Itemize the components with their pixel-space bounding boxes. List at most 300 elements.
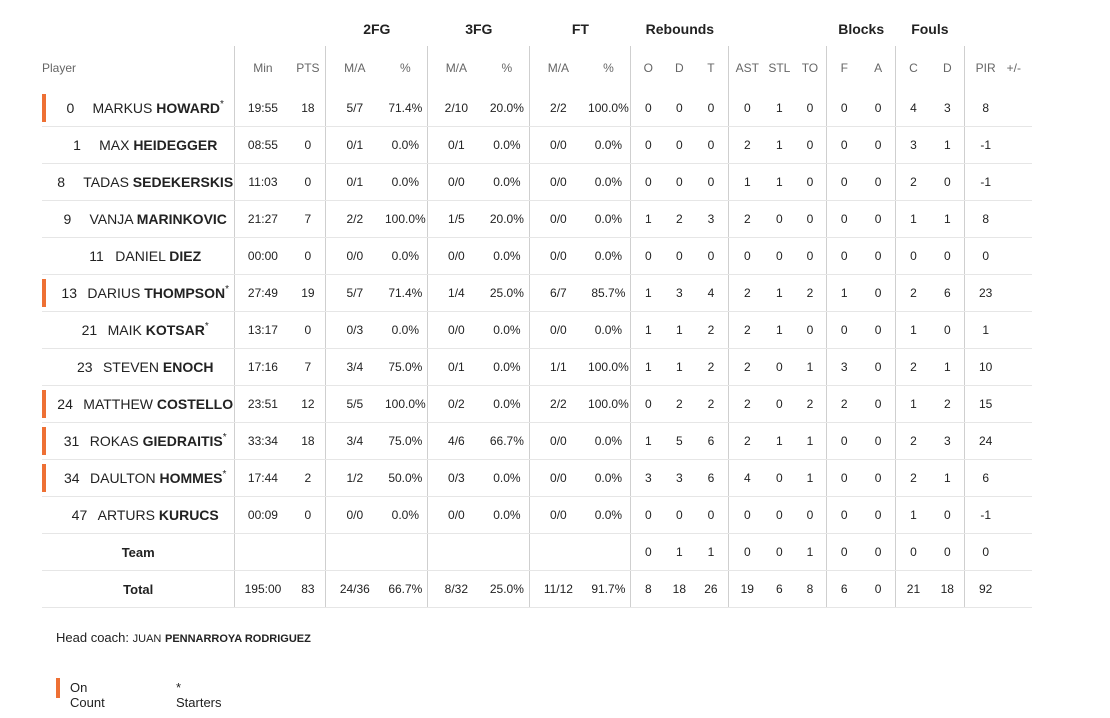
stat-pts: 19	[290, 275, 325, 312]
stat-ft-ma: 0/0	[530, 312, 587, 349]
team-label: Team	[42, 534, 235, 571]
player-number: 34	[64, 470, 80, 486]
total-ft-ma: 11/12	[530, 571, 587, 608]
player-first-name: ARTURS	[97, 507, 155, 523]
stat-3fg-pct: 0.0%	[484, 238, 529, 275]
player-first-name: DAULTON	[90, 470, 156, 486]
stat-stl: 1	[765, 275, 793, 312]
stat-2fg-pct: 0.0%	[383, 164, 427, 201]
stat-to: 1	[794, 460, 827, 497]
player-last-name: THOMPSON	[144, 285, 226, 301]
total-blk-a: 0	[861, 571, 895, 608]
player-number: 11	[89, 248, 104, 264]
stat-stl: 1	[765, 90, 793, 127]
stat-pir: 6	[964, 460, 1006, 497]
stat-2fg-pct: 0.0%	[383, 312, 427, 349]
col-ft-pct: %	[603, 61, 614, 75]
stat-to: 0	[794, 90, 827, 127]
player-row	[42, 312, 1032, 349]
stat-to: 2	[794, 386, 827, 423]
stat-2fg-ma: 3/4	[326, 423, 384, 460]
col-reb-o: O	[631, 46, 665, 90]
stat-stl: 0	[765, 460, 793, 497]
stat-reb-t: 0	[694, 90, 729, 127]
stat-3fg-ma: 0/0	[428, 238, 485, 275]
stat-pir: 1	[964, 312, 1006, 349]
col-blk-a: A	[874, 61, 883, 75]
stat-2fg-pct: 71.4%	[383, 90, 427, 127]
stat-to: 0	[794, 312, 827, 349]
stat-min: 17:16	[235, 349, 291, 386]
col-player: Player	[42, 61, 77, 75]
stat-to: 0	[794, 201, 827, 238]
stat-2fg-pct: 0.0%	[383, 127, 427, 164]
player-first-name: MATTHEW	[83, 396, 154, 412]
stat-reb-t: 4	[694, 275, 729, 312]
player-row	[42, 497, 1032, 534]
stat-foul-d: 0	[931, 164, 964, 201]
stat-2fg-pct: 100.0%	[383, 201, 427, 238]
col-2fg-pct: %	[400, 61, 411, 75]
stat-pts: 0	[290, 164, 325, 201]
stat-ft-pct: 85.7%	[586, 275, 630, 312]
stat-reb-o: 1	[631, 423, 665, 460]
stat-ft-ma: 0/0	[530, 164, 587, 201]
team-stl: 0	[765, 534, 793, 571]
column-header-row	[42, 46, 1032, 90]
stat-min: 19:55	[235, 90, 291, 127]
team-reb-d: 1	[665, 534, 693, 571]
stat-foul-c: 2	[896, 349, 931, 386]
stat-blk-f: 0	[827, 127, 861, 164]
group-fouls: Fouls	[911, 21, 949, 37]
stat-foul-d: 1	[931, 127, 964, 164]
stat-3fg-pct: 0.0%	[484, 460, 529, 497]
player-last-name: HOWARD	[156, 100, 221, 116]
stat-3fg-ma: 1/5	[428, 201, 485, 238]
stat-reb-d: 1	[665, 312, 693, 349]
stat-2fg-pct: 75.0%	[383, 423, 427, 460]
stat-foul-d: 6	[931, 275, 964, 312]
stat-to: 0	[794, 238, 827, 275]
stat-2fg-ma: 5/5	[326, 386, 384, 423]
player-number: 21	[81, 322, 98, 338]
team-ast: 0	[729, 534, 765, 571]
stat-blk-a: 0	[861, 386, 895, 423]
player-last-name: KOTSAR	[145, 322, 205, 338]
stat-pir: 0	[964, 238, 1006, 275]
total-2fg-ma: 24/36	[326, 571, 384, 608]
player-first-name: MARKUS	[92, 100, 153, 116]
player-cell	[42, 201, 235, 238]
stat-pir: 10	[964, 349, 1006, 386]
stat-2fg-ma: 2/2	[326, 201, 384, 238]
team-reb-o: 0	[631, 534, 665, 571]
col-2fg-ma: M/A	[326, 46, 384, 90]
stat-foul-c: 1	[896, 497, 931, 534]
player-cell	[42, 349, 235, 386]
col-blk-f: F	[827, 46, 861, 90]
stat-blk-a: 0	[861, 275, 895, 312]
stat-pir: -1	[964, 127, 1006, 164]
team-row	[42, 534, 1032, 571]
stat-reb-d: 2	[665, 201, 693, 238]
stat-pts: 18	[290, 90, 325, 127]
player-row	[42, 164, 1032, 201]
stat-blk-a: 0	[861, 349, 895, 386]
starter-mark: *	[222, 469, 227, 480]
team-reb-t: 1	[694, 534, 729, 571]
stat-2fg-pct: 50.0%	[383, 460, 427, 497]
stat-foul-c: 1	[896, 386, 931, 423]
stat-reb-t: 0	[694, 127, 729, 164]
stat-foul-c: 2	[896, 275, 931, 312]
stat-pts: 12	[290, 386, 325, 423]
stat-reb-o: 0	[631, 386, 665, 423]
stat-reb-d: 2	[665, 386, 693, 423]
stat-pts: 2	[290, 460, 325, 497]
stat-foul-c: 4	[896, 90, 931, 127]
stat-ft-pct: 100.0%	[586, 349, 630, 386]
on-count-marker	[42, 94, 46, 122]
stat-ft-pct: 0.0%	[586, 497, 630, 534]
player-first-name: DANIEL	[115, 248, 166, 264]
stat-foul-c: 1	[896, 312, 931, 349]
stat-foul-d: 0	[931, 497, 964, 534]
stat-foul-c: 0	[896, 238, 931, 275]
stat-3fg-ma: 0/0	[428, 164, 485, 201]
legend-starters: * Starters	[176, 680, 222, 710]
stat-reb-o: 1	[631, 201, 665, 238]
stat-3fg-ma: 0/1	[428, 349, 485, 386]
player-cell	[42, 275, 235, 312]
stat-3fg-pct: 20.0%	[484, 90, 529, 127]
stat-3fg-ma: 2/10	[428, 90, 485, 127]
stat-reb-o: 0	[631, 127, 665, 164]
stat-min: 27:49	[235, 275, 291, 312]
stat-stl: 0	[765, 201, 793, 238]
player-first-name: MAIK	[107, 322, 142, 338]
stat-pir: -1	[964, 497, 1006, 534]
col-3fg-pct: %	[501, 61, 513, 75]
player-row	[42, 201, 1032, 238]
stat-blk-f: 0	[827, 238, 861, 275]
player-number: 9	[63, 211, 72, 227]
stat-foul-c: 2	[896, 423, 931, 460]
stat-3fg-pct: 20.0%	[484, 201, 529, 238]
stat-pts: 18	[290, 423, 325, 460]
stat-pir: 8	[964, 201, 1006, 238]
stat-min: 00:00	[235, 238, 291, 275]
stat-ft-ma: 6/7	[530, 275, 587, 312]
stat-reb-d: 3	[665, 460, 693, 497]
head-coach-label: Head coach:	[56, 630, 129, 645]
player-number: 8	[57, 174, 66, 190]
total-3fg-pct: 25.0%	[484, 571, 529, 608]
stat-2fg-ma: 1/2	[326, 460, 384, 497]
stat-min: 17:44	[235, 460, 291, 497]
stat-pts: 0	[290, 127, 325, 164]
stat-3fg-pct: 0.0%	[484, 349, 529, 386]
player-first-name: DARIUS	[87, 285, 141, 301]
stat-pir: -1	[964, 164, 1006, 201]
stat-foul-c: 2	[896, 164, 931, 201]
stat-ft-ma: 0/0	[530, 127, 587, 164]
player-row	[42, 127, 1032, 164]
stat-stl: 1	[765, 312, 793, 349]
head-coach	[56, 630, 311, 645]
col-foul-d: D	[942, 61, 952, 75]
stat-2fg-pct: 0.0%	[383, 238, 427, 275]
player-number: 0	[66, 100, 75, 116]
stat-ast: 1	[729, 164, 765, 201]
group-blocks: Blocks	[838, 21, 885, 37]
stat-reb-t: 0	[694, 238, 729, 275]
stat-foul-d: 1	[931, 349, 964, 386]
stat-3fg-ma: 1/4	[428, 275, 485, 312]
stat-to: 0	[794, 497, 827, 534]
stat-reb-t: 6	[694, 423, 729, 460]
stat-foul-d: 3	[931, 423, 964, 460]
stat-ast: 2	[729, 349, 765, 386]
stat-blk-a: 0	[861, 238, 895, 275]
stat-min: 08:55	[235, 127, 291, 164]
stat-3fg-ma: 0/0	[428, 497, 485, 534]
stat-reb-t: 2	[694, 386, 729, 423]
stat-2fg-ma: 0/1	[326, 127, 384, 164]
stat-blk-f: 0	[827, 312, 861, 349]
stat-pts: 0	[290, 238, 325, 275]
group-ft: FT	[571, 21, 589, 37]
stat-ft-pct: 0.0%	[586, 460, 630, 497]
stat-blk-a: 0	[861, 312, 895, 349]
player-row	[42, 460, 1032, 497]
player-last-name: ENOCH	[162, 359, 214, 375]
stat-to: 1	[794, 423, 827, 460]
stat-3fg-pct: 0.0%	[484, 386, 529, 423]
stat-3fg-pct: 0.0%	[484, 312, 529, 349]
stat-to: 0	[794, 164, 827, 201]
stat-reb-o: 1	[631, 349, 665, 386]
total-2fg-pct: 66.7%	[383, 571, 427, 608]
stat-ft-ma: 1/1	[530, 349, 587, 386]
stat-foul-d: 0	[931, 312, 964, 349]
player-last-name: HOMMES	[159, 470, 223, 486]
stat-reb-o: 0	[631, 164, 665, 201]
stat-reb-o: 0	[631, 90, 665, 127]
stat-ft-pct: 100.0%	[586, 386, 630, 423]
stat-ft-pct: 100.0%	[586, 90, 630, 127]
stat-2fg-ma: 5/7	[326, 90, 384, 127]
stat-3fg-pct: 25.0%	[484, 275, 529, 312]
stat-ast: 2	[729, 386, 765, 423]
stat-ast: 0	[729, 497, 765, 534]
stat-blk-a: 0	[861, 127, 895, 164]
player-cell	[42, 460, 235, 497]
stat-reb-d: 0	[665, 127, 693, 164]
player-cell	[42, 386, 235, 423]
stat-blk-f: 0	[827, 497, 861, 534]
stat-reb-d: 0	[665, 238, 693, 275]
player-number: 47	[71, 507, 88, 523]
stat-reb-d: 0	[665, 164, 693, 201]
total-pts: 83	[290, 571, 325, 608]
stat-pts: 0	[290, 312, 325, 349]
player-row	[42, 349, 1032, 386]
col-to: TO	[801, 61, 819, 75]
stat-reb-t: 2	[694, 349, 729, 386]
total-pir: 92	[964, 571, 1006, 608]
stat-reb-o: 0	[631, 497, 665, 534]
stat-3fg-pct: 0.0%	[484, 497, 529, 534]
group-rebounds: Rebounds	[645, 21, 715, 37]
stat-stl: 1	[765, 127, 793, 164]
col-min: Min	[235, 46, 291, 90]
player-last-name: MARINKOVIC	[136, 211, 227, 227]
total-blk-f: 6	[827, 571, 861, 608]
stat-blk-a: 0	[861, 423, 895, 460]
stat-2fg-ma: 0/0	[326, 497, 384, 534]
stat-min: 00:09	[235, 497, 291, 534]
stat-to: 2	[794, 275, 827, 312]
stat-2fg-ma: 5/7	[326, 275, 384, 312]
player-row	[42, 386, 1032, 423]
on-count-marker	[42, 390, 46, 418]
stat-stl: 1	[765, 423, 793, 460]
player-row	[42, 275, 1032, 312]
stat-to: 0	[794, 127, 827, 164]
stat-foul-c: 3	[896, 127, 931, 164]
box-score-table	[42, 12, 1032, 608]
team-to: 1	[794, 534, 827, 571]
stat-foul-c: 2	[896, 460, 931, 497]
stat-2fg-ma: 0/0	[326, 238, 384, 275]
col-plus-minus: +/-	[1006, 61, 1021, 75]
stat-min: 21:27	[235, 201, 291, 238]
stat-pir: 8	[964, 90, 1006, 127]
stat-3fg-ma: 0/1	[428, 127, 485, 164]
total-reb-d: 18	[665, 571, 693, 608]
stat-reb-d: 3	[665, 275, 693, 312]
stat-blk-f: 3	[827, 349, 861, 386]
stat-reb-t: 0	[694, 164, 729, 201]
stat-ft-pct: 0.0%	[586, 164, 630, 201]
stat-stl: 1	[765, 164, 793, 201]
stat-ast: 0	[729, 90, 765, 127]
team-blk-f: 0	[827, 534, 861, 571]
stat-pir: 23	[964, 275, 1006, 312]
col-reb-t: T	[707, 61, 715, 75]
stat-ft-pct: 0.0%	[586, 201, 630, 238]
total-to: 8	[794, 571, 827, 608]
player-row	[42, 238, 1032, 275]
col-pir: PIR	[964, 46, 1006, 90]
stat-blk-f: 0	[827, 460, 861, 497]
team-foul-d: 0	[931, 534, 964, 571]
player-cell	[42, 423, 235, 460]
starter-mark: *	[220, 99, 224, 110]
player-cell	[42, 164, 235, 201]
stat-min: 11:03	[235, 164, 291, 201]
player-rows	[42, 90, 1032, 608]
player-first-name: MAX	[99, 137, 130, 153]
stat-ft-ma: 0/0	[530, 460, 587, 497]
on-count-marker	[42, 279, 46, 307]
total-ft-pct: 91.7%	[586, 571, 630, 608]
stat-3fg-ma: 0/2	[428, 386, 485, 423]
stat-ft-ma: 0/0	[530, 423, 587, 460]
stat-min: 33:34	[235, 423, 291, 460]
col-ast: AST	[729, 46, 765, 90]
stat-ft-pct: 0.0%	[586, 127, 630, 164]
col-ft-ma: M/A	[530, 46, 587, 90]
stat-foul-d: 1	[931, 201, 964, 238]
stat-reb-d: 1	[665, 349, 693, 386]
stat-pts: 7	[290, 349, 325, 386]
stat-ast: 2	[729, 423, 765, 460]
stat-pts: 7	[290, 201, 325, 238]
player-first-name: STEVEN	[102, 359, 159, 375]
col-3fg-ma: M/A	[428, 46, 485, 90]
player-last-name: COSTELLO	[156, 396, 234, 412]
stat-2fg-pct: 100.0%	[383, 386, 427, 423]
player-cell	[42, 127, 235, 164]
player-first-name: ROKAS	[89, 433, 139, 449]
stat-min: 13:17	[235, 312, 291, 349]
stat-blk-a: 0	[861, 90, 895, 127]
stat-ft-ma: 0/0	[530, 238, 587, 275]
stat-3fg-ma: 0/3	[428, 460, 485, 497]
group-3fg: 3FG	[465, 21, 493, 37]
stat-reb-d: 0	[665, 90, 693, 127]
player-last-name: HEIDEGGER	[133, 137, 218, 153]
stat-ft-ma: 0/0	[530, 201, 587, 238]
stat-blk-a: 0	[861, 497, 895, 534]
stat-foul-c: 1	[896, 201, 931, 238]
on-count-marker	[42, 427, 46, 455]
player-cell	[42, 497, 235, 534]
total-row	[42, 571, 1032, 608]
group-header-row	[42, 12, 1032, 46]
stat-stl: 0	[765, 497, 793, 534]
team-foul-c: 0	[896, 534, 931, 571]
on-count-marker	[56, 678, 60, 698]
stat-blk-f: 0	[827, 164, 861, 201]
col-reb-d: D	[675, 61, 684, 75]
stat-3fg-ma: 4/6	[428, 423, 485, 460]
stat-blk-f: 2	[827, 386, 861, 423]
stat-ast: 2	[729, 275, 765, 312]
player-last-name: DIEZ	[169, 248, 202, 264]
total-min: 195:00	[235, 571, 291, 608]
stat-reb-t: 6	[694, 460, 729, 497]
team-blk-a: 0	[861, 534, 895, 571]
on-count-marker	[42, 464, 46, 492]
player-cell	[42, 312, 235, 349]
player-number: 31	[63, 433, 80, 449]
stat-2fg-pct: 71.4%	[383, 275, 427, 312]
col-pts: PTS	[296, 61, 320, 75]
stat-reb-o: 1	[631, 275, 665, 312]
stat-foul-d: 1	[931, 460, 964, 497]
stat-min: 23:51	[235, 386, 291, 423]
col-foul-c: C	[896, 46, 931, 90]
stat-reb-t: 2	[694, 312, 729, 349]
stat-blk-f: 1	[827, 275, 861, 312]
player-number: 1	[73, 137, 81, 153]
player-cell	[42, 238, 235, 275]
stat-reb-o: 3	[631, 460, 665, 497]
